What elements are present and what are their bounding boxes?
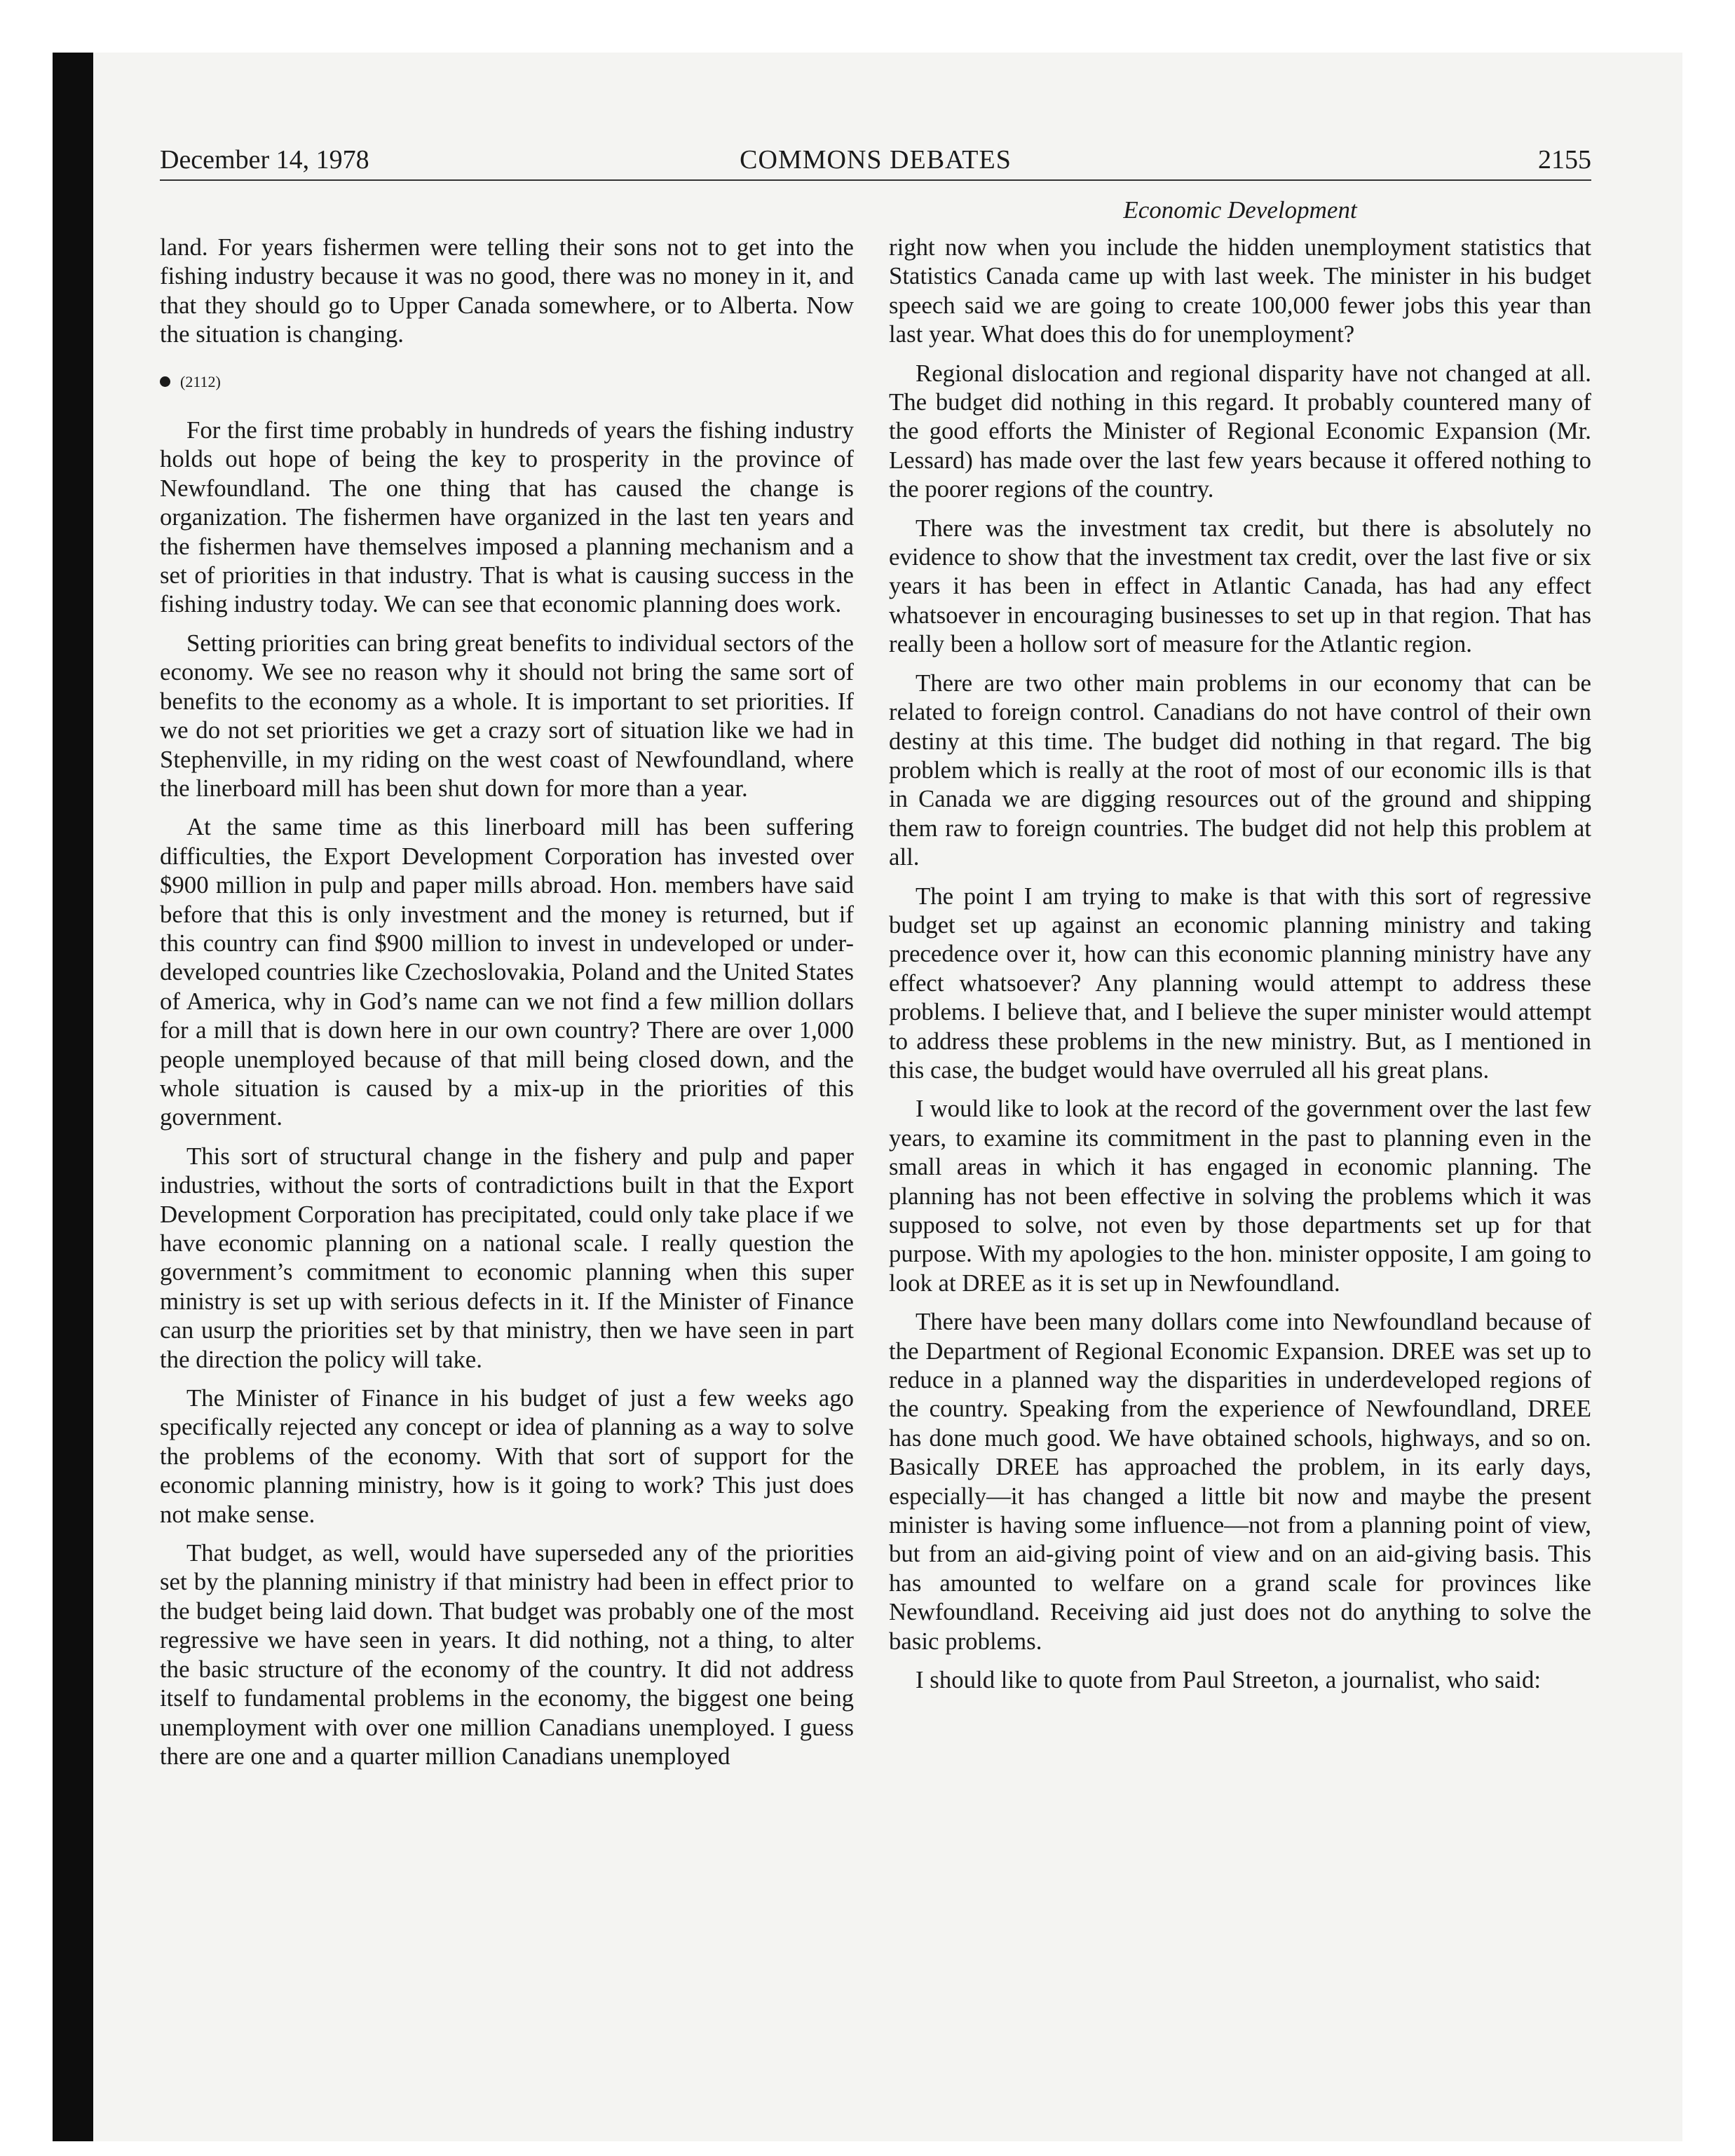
paragraph: There are two other main problems in our economy that can be related to foreign control. Canadians do not have control of their own destiny at this time. The budget did nothing in that regard. The big problem which is really at the root of most of our economic ills is that in Canada we are digging resources out of the ground and shipping them raw to foreign countries. The budget did not help this problem at all.	[889, 669, 1591, 871]
right-column	[889, 233, 1591, 1705]
page-header	[160, 140, 1591, 181]
section-title: Economic Development	[1123, 196, 1357, 224]
header-title: COMMONS DEBATES	[740, 145, 1012, 175]
paragraph: That budget, as well, would have superseded any of the priorities set by the planning ministry if that ministry had been in effect prior to the budget being laid down. That budget was probably one of the most regressive we have seen in years. It did nothing, not a thing, to alter the basic structure of the economy of the country. It did not address itself to fundamental problems in the economy, the biggest one being unemployment with over one million Canadians unemployed. I guess there are one and a quarter million Canadians unemployed	[160, 1539, 854, 1770]
binding-edge	[53, 53, 93, 2141]
paragraph: There was the investment tax credit, but there is absolutely no evidence to show that the investment tax credit, over the last five or six years it has been in effect in Atlantic Canada, has had any effect whatsoever in encouraging businesses to set up in that region. That has really been a hollow sort of measure for the Atlantic region.	[889, 514, 1591, 658]
page-number: 2155	[1538, 145, 1591, 175]
paragraph: Regional dislocation and regional disparity have not changed at all. The budget did nothing in this regard. It probably countered many of the good efforts the Minister of Regional Economic Expansion (Mr. Lessard) has made over the last few years because it offered nothing to the poorer regions of the country.	[889, 359, 1591, 503]
paragraph: I should like to quote from Paul Streeton, a journalist, who said:	[916, 1666, 1542, 1694]
paragraph: This sort of structural change in the fishery and pulp and paper industries, without the sorts of contradictions built in that the Export Development Corporation has precipitated, could only take place if we have economic planning on a national scale. I really question the government’s commitment to economic planning when this super ministry is set up with serious defects in it. If the Minister of Finance can usurp the priorities set by that ministry, then we have seen in part the direction the policy will take.	[160, 1142, 854, 1373]
paragraph: There have been many dollars come into Newfoundland because of the Department of Regional Economic Expansion. DREE was set up to reduce in a planned way the disparities in underdeveloped regions of the country. Speaking from the experience of Newfoundland, DREE has done much good. We have obtained schools, highways, and so on. Basically DREE has approached the problem, in its early days, especially—it has changed a little bit now and maybe the present minister is having some influence—not from a planning point of view, but from an aid-giving point of view and on an aid-giving basis. This has amounted to welfare on a grand scale for provinces like Newfoundland. Receiving aid just does not do anything to solve the basic problems.	[889, 1308, 1591, 1655]
paragraph: Setting priorities can bring great benefits to individual sectors of the economy. We see no reason why it should not bring the same sort of benefits to the economy as a whole. It is important to set priorities. If we do not set priorities we get a crazy sort of situation like we had in Stephenville, in my riding on the west coast of Newfoundland, where the linerboard mill has been shut down for more than a year.	[160, 629, 854, 802]
paragraph: land. For years fishermen were telling their sons not to get into the fishing industry because it was no good, there was no money in it, and that they should go to Upper Canada somewhere, or to Alberta. Now the situation is changing.	[160, 233, 854, 348]
left-column	[160, 233, 854, 1780]
paragraph: I would like to look at the record of the government over the last few years, to examine its commitment in the past to planning even in the small areas in which it has engaged in economic planning. The planning has not been effective in solving the problems which it was supposed to solve, not even by those departments set up for that purpose. With my apologies to the hon. minister opposite, I am going to look at DREE as it is set up in Newfoundland.	[889, 1095, 1591, 1297]
bullet-icon	[160, 376, 170, 387]
paragraph: right now when you include the hidden unemployment statistics that Statistics Canada came up with last week. The minister in his budget speech said we are going to create 100,000 fewer jobs this year than last year. What does this do for unemployment?	[889, 233, 1591, 348]
paragraph: The point I am trying to make is that with this sort of regressive budget set up against an economic planning ministry and taking precedence over it, how can this economic planning ministry have any effect whatsoever? Any planning would attempt to address these problems. I believe that, and I believe the super minister would attempt to address these problems in the new ministry. But, as I mentioned in this case, the budget would have overruled all his great plans.	[889, 882, 1591, 1084]
paragraph: At the same time as this linerboard mill has been suffering difficulties, the Export Development Corporation has invested over $900 million in pulp and paper mills abroad. Hon. members have said before that this is only investment and the money is returned, but if this country can find $900 million to invest in undeveloped or under-developed countries like Czechoslovakia, Poland and the United States of America, why in God’s name can we not find a few million dollars for a mill that is down here in our own country? There are over 1,000 people unemployed because of that mill being closed down, and the whole situation is caused by a mix-up in the priorities of this government.	[160, 813, 854, 1131]
time-marker	[160, 367, 854, 396]
time-marker-label: (2112)	[180, 372, 221, 390]
paragraph: For the first time probably in hundreds of years the fishing industry holds out hope of being the key to prosperity in the province of Newfoundland. The one thing that has caused the change is organization. The fishermen have organized in the last ten years and the fishermen have themselves imposed a planning mechanism and a set of priorities in that industry. That is what is causing success in the fishing industry today. We can see that economic planning does work.	[160, 416, 854, 618]
header-date: December 14, 1978	[160, 145, 369, 175]
paragraph: The Minister of Finance in his budget of just a few weeks ago specifically rejected any concept or idea of planning as a way to solve the problems of the economy. With that sort of support for the economic planning ministry, how is it going to work? This just does not make sense.	[160, 1384, 854, 1528]
